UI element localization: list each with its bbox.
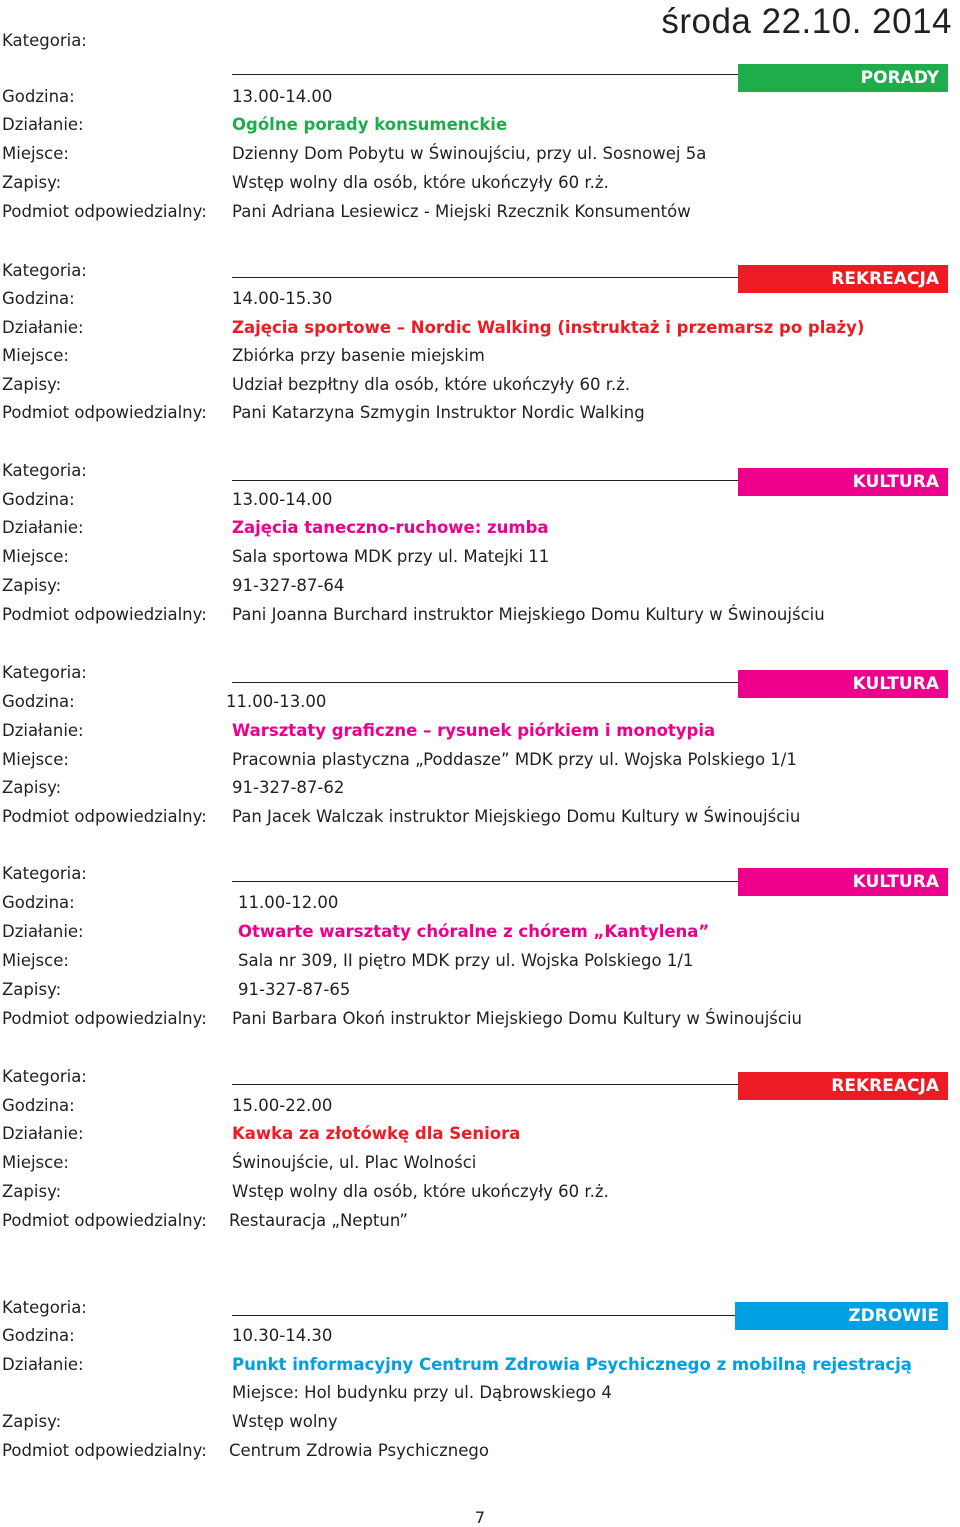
event-kultura-choralne bbox=[0, 863, 960, 1063]
responsible-value: Pani Katarzyna Szmygin Instruktor Nordic Walking bbox=[232, 403, 645, 422]
action-label: Działanie: bbox=[2, 1355, 84, 1374]
signup-label: Zapisy: bbox=[2, 980, 62, 999]
time-value: 14.00-15.30 bbox=[232, 289, 333, 308]
responsible-value: Pani Barbara Okoń instruktor Miejskiego Domu Kultury w Świnoujściu bbox=[232, 1009, 802, 1028]
action-value: Warsztaty graficzne – rysunek piórkiem i monotypia bbox=[232, 721, 716, 740]
category-label: Kategoria: bbox=[2, 1067, 87, 1086]
divider-line bbox=[232, 682, 738, 683]
event-rekreacja-kawka bbox=[0, 1066, 960, 1266]
category-badge: KULTURA bbox=[738, 670, 948, 698]
category-badge: ZDROWIE bbox=[735, 1302, 948, 1330]
place-label: Miejsce: bbox=[2, 1153, 69, 1172]
action-value: Punkt informacyjny Centrum Zdrowia Psychicznego z mobilną rejestracją bbox=[232, 1355, 912, 1374]
responsible-value: Restauracja „Neptun” bbox=[229, 1211, 408, 1230]
divider-line bbox=[232, 881, 738, 882]
time-label: Godzina: bbox=[2, 1096, 75, 1115]
time-label: Godzina: bbox=[2, 289, 75, 308]
category-label: Kategoria: bbox=[2, 663, 87, 682]
responsible-label: Podmiot odpowiedzialny: bbox=[2, 202, 207, 221]
place-value: Pracownia plastyczna „Poddasze” MDK przy ul. Wojska Polskiego 1/1 bbox=[232, 750, 797, 769]
signup-label: Zapisy: bbox=[2, 173, 62, 192]
responsible-value: Pani Adriana Lesiewicz - Miejski Rzecznik Konsumentów bbox=[232, 202, 691, 221]
time-value: 10.30-14.30 bbox=[232, 1326, 333, 1345]
signup-value: 91-327-87-64 bbox=[232, 576, 345, 595]
event-kultura-graficzne bbox=[0, 662, 960, 862]
signup-value: 91-327-87-65 bbox=[238, 980, 351, 999]
signup-value: Wstęp wolny dla osób, które ukończyły 60 r.ż. bbox=[232, 1182, 609, 1201]
action-value: Otwarte warsztaty chóralne z chórem „Kantylena” bbox=[238, 922, 710, 941]
event-zdrowie bbox=[0, 1297, 960, 1497]
action-label: Działanie: bbox=[2, 318, 84, 337]
signup-value: 91-327-87-62 bbox=[232, 778, 345, 797]
responsible-label: Podmiot odpowiedzialny: bbox=[2, 807, 207, 826]
responsible-label: Podmiot odpowiedzialny: bbox=[2, 1441, 207, 1460]
action-label: Działanie: bbox=[2, 1124, 84, 1143]
place-label: Miejsce: bbox=[2, 750, 69, 769]
divider-line bbox=[232, 1315, 738, 1316]
responsible-label: Podmiot odpowiedzialny: bbox=[2, 1211, 207, 1230]
page-number: 7 bbox=[474, 1508, 486, 1527]
action-label: Działanie: bbox=[2, 518, 84, 537]
action-value: Kawka za złotówkę dla Seniora bbox=[232, 1124, 521, 1143]
place-value: Zbiórka przy basenie miejskim bbox=[232, 346, 485, 365]
time-value: 11.00-13.00 bbox=[226, 692, 327, 711]
place-value: Miejsce: Hol budynku przy ul. Dąbrowskiego 4 bbox=[232, 1383, 612, 1402]
time-value: 13.00-14.00 bbox=[232, 87, 333, 106]
time-value: 15.00-22.00 bbox=[232, 1096, 333, 1115]
category-label: Kategoria: bbox=[2, 864, 87, 883]
signup-label: Zapisy: bbox=[2, 375, 62, 394]
signup-label: Zapisy: bbox=[2, 576, 62, 595]
page-date: środa 22.10. 2014 bbox=[661, 2, 952, 41]
place-label: Miejsce: bbox=[2, 346, 69, 365]
category-badge: KULTURA bbox=[738, 468, 948, 496]
time-label: Godzina: bbox=[2, 490, 75, 509]
place-label: Miejsce: bbox=[2, 144, 69, 163]
signup-label: Zapisy: bbox=[2, 1182, 62, 1201]
divider-line bbox=[232, 1084, 738, 1085]
time-value: 11.00-12.00 bbox=[238, 893, 339, 912]
responsible-value: Centrum Zdrowia Psychicznego bbox=[229, 1441, 489, 1460]
category-label: Kategoria: bbox=[2, 461, 87, 480]
time-label: Godzina: bbox=[2, 893, 75, 912]
category-badge: KULTURA bbox=[738, 868, 948, 896]
action-label: Działanie: bbox=[2, 115, 84, 134]
responsible-label: Podmiot odpowiedzialny: bbox=[2, 403, 207, 422]
divider-line bbox=[232, 480, 738, 481]
action-label: Działanie: bbox=[2, 922, 84, 941]
place-value: Sala nr 309, II piętro MDK przy ul. Wojska Polskiego 1/1 bbox=[238, 951, 694, 970]
event-rekreacja bbox=[0, 260, 960, 460]
event-porady bbox=[0, 30, 960, 230]
category-badge: REKREACJA bbox=[738, 1072, 948, 1100]
category-badge: REKREACJA bbox=[738, 265, 948, 293]
responsible-label: Podmiot odpowiedzialny: bbox=[2, 1009, 207, 1028]
time-value: 13.00-14.00 bbox=[232, 490, 333, 509]
signup-label: Zapisy: bbox=[2, 1412, 62, 1431]
signup-value: Wstęp wolny bbox=[232, 1412, 338, 1431]
responsible-value: Pani Joanna Burchard instruktor Miejskiego Domu Kultury w Świnoujściu bbox=[232, 605, 825, 624]
action-value: Zajęcia sportowe – Nordic Walking (instruktaż i przemarsz po plaży) bbox=[232, 318, 865, 337]
signup-value: Udział bezpłtny dla osób, które ukończyły 60 r.ż. bbox=[232, 375, 631, 394]
time-label: Godzina: bbox=[2, 1326, 75, 1345]
place-value: Dzienny Dom Pobytu w Świnoujściu, przy ul. Sosnowej 5a bbox=[232, 144, 707, 163]
event-kultura-zumba bbox=[0, 460, 960, 660]
signup-value: Wstęp wolny dla osób, które ukończyły 60 r.ż. bbox=[232, 173, 609, 192]
divider-line bbox=[232, 277, 738, 278]
responsible-value: Pan Jacek Walczak instruktor Miejskiego Domu Kultury w Świnoujściu bbox=[232, 807, 801, 826]
responsible-label: Podmiot odpowiedzialny: bbox=[2, 605, 207, 624]
place-label: Miejsce: bbox=[2, 547, 69, 566]
time-label: Godzina: bbox=[2, 87, 75, 106]
divider-line bbox=[232, 74, 738, 75]
category-label: Kategoria: bbox=[2, 1298, 87, 1317]
category-label: Kategoria: bbox=[2, 31, 87, 50]
place-label: Miejsce: bbox=[2, 951, 69, 970]
place-value: Świnoujście, ul. Plac Wolności bbox=[232, 1153, 477, 1172]
action-label: Działanie: bbox=[2, 721, 84, 740]
category-label: Kategoria: bbox=[2, 261, 87, 280]
category-badge: PORADY bbox=[738, 64, 948, 92]
signup-label: Zapisy: bbox=[2, 778, 62, 797]
place-value: Sala sportowa MDK przy ul. Matejki 11 bbox=[232, 547, 550, 566]
action-value: Zajęcia taneczno-ruchowe: zumba bbox=[232, 518, 549, 537]
action-value: Ogólne porady konsumenckie bbox=[232, 115, 508, 134]
time-label: Godzina: bbox=[2, 692, 75, 711]
